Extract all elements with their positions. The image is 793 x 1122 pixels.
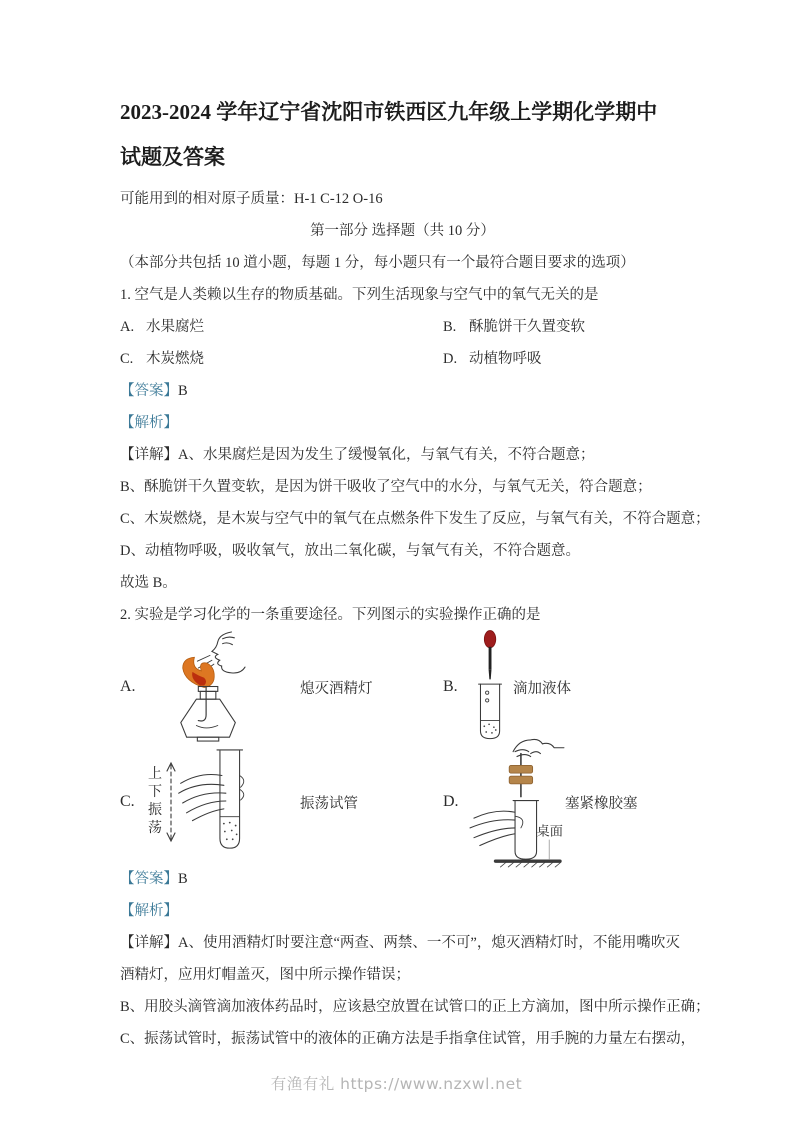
q1-analysis-line xyxy=(120,407,685,439)
press-rubber-stopper-illustration xyxy=(469,736,565,868)
q1-detail-line-c: C、木炭燃烧，是木炭与空气中的氧气在点燃条件下发生了反应，与氧气有关，不符合题意； xyxy=(120,511,710,527)
q1-stem: 1. 空气是人类赖以生存的物质基础。下列生活现象与空气中的氧气无关的是 xyxy=(120,287,599,303)
q2-option-c-caption: 振荡试管 xyxy=(300,795,358,812)
q1-detail-line-d: D、动植物呼吸，吸收氧气，放出二氧化碳，与氧气有关，不符合题意。 xyxy=(120,543,580,559)
q2-answer-tag: 【答案】 xyxy=(120,871,178,887)
q2-option-b-caption: 滴加液体 xyxy=(513,680,571,697)
rubber-stopper-test-tube-icon xyxy=(469,736,565,868)
q1-options-row-2 xyxy=(120,343,685,375)
q2-option-c xyxy=(120,741,443,863)
q2-figure-row-2 xyxy=(120,741,685,863)
q1-option-a xyxy=(120,311,443,343)
q2-answer-line xyxy=(120,863,685,895)
document-content xyxy=(120,0,710,1055)
q1-option-d-text: 动植物呼吸 xyxy=(469,351,542,367)
q1-option-c xyxy=(120,343,443,375)
q2-detail-line-2: 酒精灯，应用灯帽盖灭，图中所示操作错误； xyxy=(120,967,410,983)
shake-char-up: 上 xyxy=(148,767,162,782)
q1-detail-tag: 【详解】 xyxy=(120,447,178,463)
q2-analysis-line xyxy=(120,895,685,927)
q1-option-d-label: D. xyxy=(443,351,458,367)
q2-option-b xyxy=(443,633,685,741)
q1-option-c-text: 木炭燃烧 xyxy=(146,351,204,367)
q1-detail-line-a xyxy=(120,439,685,471)
up-down-arrow-icon xyxy=(164,760,178,844)
q2-option-d-label: D. xyxy=(443,793,459,810)
desk-surface-label: 桌面 xyxy=(536,823,563,839)
q2-option-a xyxy=(120,633,443,741)
shake-char-zhen: 振 xyxy=(148,803,162,818)
page-title-line1: 2023-2024 学年辽宁省沈阳市铁西区九年级上学期化学期中 xyxy=(120,100,658,124)
q1-detail-line-b: B、酥脆饼干久置变软，是因为饼干吸收了空气中的水分，与氧气无关，符合题意； xyxy=(120,479,652,495)
section-heading: 第一部分 选择题（共 10 分） xyxy=(310,223,495,239)
q1-option-d xyxy=(443,343,542,375)
q2-figure-row-1 xyxy=(120,633,685,741)
q2-option-c-label: C. xyxy=(120,793,135,810)
shake-test-tube-illustration xyxy=(146,748,300,856)
q1-detail-text-a: A、水果腐烂是因为发生了缓慢氧化，与氧气有关，不符合题意； xyxy=(178,447,595,463)
q1-answer-line xyxy=(120,375,685,407)
q2-detail-text-1: A、使用酒精灯时要注意“两查、两禁、一不可”，熄灭酒精灯时，不能用嘴吹灭 xyxy=(178,935,680,951)
q2-option-d xyxy=(443,741,685,863)
hand-holding-test-tube-icon xyxy=(178,748,256,856)
q1-answer-value: B xyxy=(178,383,188,399)
shake-direction-label xyxy=(146,766,164,838)
q2-option-a-label: A. xyxy=(120,678,136,695)
q1-conclusion: 故选 B。 xyxy=(120,575,177,591)
section-note: （本部分共包括 10 道小题，每题 1 分，每小题只有一个最符合题目要求的选项） xyxy=(120,255,635,271)
q1-option-b-label: B. xyxy=(443,319,457,335)
atomic-mass-note: 可能用到的相对原子质量：H-1 C-12 O-16 xyxy=(120,191,383,207)
q1-option-b xyxy=(443,311,585,343)
dropper-icon xyxy=(469,629,513,745)
page-title xyxy=(120,90,685,180)
shake-char-dang: 荡 xyxy=(148,821,162,836)
shake-char-down: 下 xyxy=(148,785,162,800)
q2-detail-line-3: B、用胶头滴管滴加液体药品时，应该悬空放置在试管口的正上方滴加，图中所示操作正确； xyxy=(120,999,710,1015)
q1-answer-tag: 【答案】 xyxy=(120,383,178,399)
q2-option-b-label: B. xyxy=(443,678,458,695)
q2-option-a-caption: 熄灭酒精灯 xyxy=(300,680,373,697)
q1-option-c-label: C. xyxy=(120,351,134,367)
page-title-line2: 试题及答案 xyxy=(120,145,225,169)
q2-stem: 2. 实验是学习化学的一条重要途径。下列图示的实验操作正确的是 xyxy=(120,607,541,623)
q2-answer-value: B xyxy=(178,871,188,887)
dropper-add-liquid-illustration xyxy=(469,629,513,745)
q1-option-b-text: 酥脆饼干久置变软 xyxy=(469,319,585,335)
blow-out-alcohol-lamp-illustration xyxy=(146,631,300,743)
q1-option-a-label: A. xyxy=(120,319,135,335)
q2-option-d-caption: 塞紧橡胶塞 xyxy=(565,795,638,812)
alcohol-lamp-icon xyxy=(160,631,260,743)
q2-detail-tag: 【详解】 xyxy=(120,935,178,951)
q1-options-row-1 xyxy=(120,311,685,343)
q1-analysis-tag: 【解析】 xyxy=(120,415,178,431)
watermark-footer: 有渔有礼 https://www.nzxwl.net xyxy=(270,1075,523,1093)
q2-detail-line-4: C、振荡试管时，振荡试管中的液体的正确方法是手指拿住试管，用手腕的力量左右摆动， xyxy=(120,1031,696,1047)
q2-detail-line-1 xyxy=(120,927,685,959)
q2-analysis-tag: 【解析】 xyxy=(120,903,178,919)
q1-option-a-text: 水果腐烂 xyxy=(146,319,204,335)
